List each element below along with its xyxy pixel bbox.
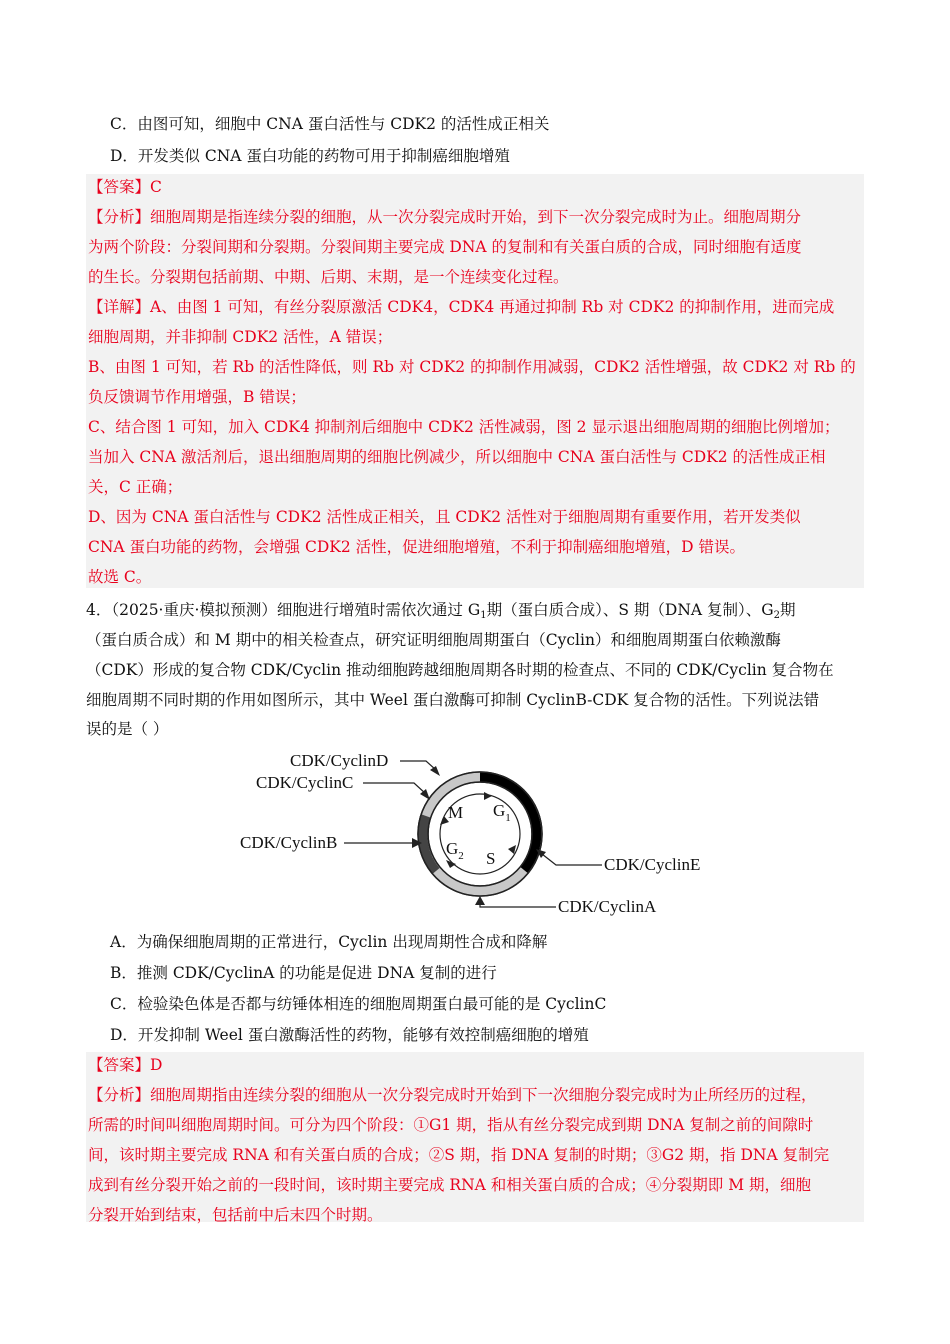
prev-detail-line: 细胞周期，并非抑制 CDK2 活性，A 错误； (88, 328, 393, 346)
prev-detail-line: 当加入 CNA 激活剂后，退出细胞周期的细胞比例减少，所以细胞中 CNA 蛋白活性与 CDK2 的活性成正相 (88, 448, 826, 466)
prev-detail-line: 【详解】A、由图 1 可知，有丝分裂原激活 CDK4，CDK4 再通过抑制 Rb 对 CDK2 的抑制作用，进而完成 (88, 298, 835, 316)
q4-analysis-line: 成到有丝分裂开始之前的一段时间，该时期主要完成 RNA 和相关蛋白质的合成；④分裂期即 M 期，细胞 (88, 1176, 812, 1194)
q4-analysis-line: 【分析】细胞周期指由连续分裂的细胞从一次分裂完成时开始到下一次细胞分裂完成时为止所经历的过程， (88, 1086, 817, 1104)
prev-analysis-line: 的生长。分裂期包括前期、中期、后期、末期，是一个连续变化过程。 (88, 268, 569, 286)
prev-detail-line: D、因为 CNA 蛋白活性与 CDK2 活性成正相关，且 CDK2 活性对于细胞周期有重要作用，若开发类似 (88, 508, 801, 526)
prev-detail-line: 故选 C。 (88, 568, 152, 586)
prev-detail-line: C、结合图 1 可知，加入 CDK4 抑制剂后细胞中 CDK2 活性减弱，图 2 显示退出细胞周期的细胞比例增加； (88, 418, 840, 436)
arrowhead (430, 766, 440, 776)
q4-answer: 【答案】D (88, 1056, 163, 1074)
cell-cycle-diagram (230, 746, 720, 922)
label-cyclin-a: CDK/CyclinA (558, 897, 657, 916)
phase-m: M (448, 803, 464, 822)
phase-s: S (486, 849, 496, 868)
arrowhead (484, 792, 492, 800)
prev-answer: 【答案】C (88, 178, 162, 196)
prev-analysis-line: 【分析】细胞周期是指连续分裂的细胞，从一次分裂完成时开始，到下一次分裂完成时为止。细胞周期分 (88, 208, 802, 226)
label-cyclin-e: CDK/CyclinE (604, 855, 701, 874)
prev-analysis-line: 为两个阶段：分裂间期和分裂期。分裂间期主要完成 DNA 的复制和有关蛋白质的合成，同时细胞有适度 (88, 238, 802, 256)
q4-answer-block (86, 1052, 864, 1222)
q4-analysis-line: 间，该时期主要完成 RNA 和有关蛋白质的合成；②S 期，指 DNA 复制的时期；③G2 期，指 DNA 复制完 (88, 1146, 830, 1164)
q4-analysis-line: 分裂开始到结束，包括前中后末四个时期。 (88, 1206, 383, 1224)
label-cyclin-b: CDK/CyclinB (240, 833, 338, 852)
question-4-line: （蛋白质合成）和 M 期中的相关检查点，研究证明细胞周期蛋白（Cyclin）和细胞周期蛋白依赖激酶 (86, 631, 781, 649)
prev-detail-line: B、由图 1 可知，若 Rb 的活性降低，则 Rb 对 CDK2 的抑制作用减弱，CDK2 活性增强，故 CDK2 对 Rb 的 (88, 358, 856, 376)
prev-option-c: C．由图可知，细胞中 CNA 蛋白活性与 CDK2 的活性成正相关 (110, 115, 550, 133)
prev-option-d: D．开发类似 CNA 蛋白功能的药物可用于抑制癌细胞增殖 (110, 147, 510, 165)
arrowhead (475, 896, 485, 905)
label-cyclin-d: CDK/CyclinD (290, 751, 389, 770)
q4-option-a: A．为确保细胞周期的正常进行，Cyclin 出现周期性合成和降解 (110, 933, 548, 951)
prev-answer-block (86, 174, 864, 588)
q4-option-d: D．开发抑制 Weel 蛋白激酶活性的药物，能够有效控制癌细胞的增殖 (110, 1026, 589, 1044)
q4-analysis-line: 所需的时间叫细胞周期时间。可分为四个阶段：①G1 期，指从有丝分裂完成到期 DNA 复制之前的间隙时 (88, 1116, 814, 1134)
prev-detail-line: CNA 蛋白功能的药物，会增强 CDK2 活性，促进细胞增殖，不利于抑制癌细胞增殖，D 错误。 (88, 538, 745, 556)
question-4-line: （CDK）形成的复合物 CDK/Cyclin 推动细胞跨越细胞周期各时期的检查点、不同的 CDK/Cyclin 复合物在 (86, 661, 834, 679)
phase-g2: $G_2$ (446, 839, 464, 862)
cell-cycle-svg (230, 746, 720, 922)
prev-detail-line: 关，C 正确； (88, 478, 183, 496)
q4-option-c: C．检验染色体是否都与纺锤体相连的细胞周期蛋白最可能的是 CyclinC (110, 995, 607, 1013)
prev-detail-line: 负反馈调节作用增强，B 错误； (88, 388, 306, 406)
q4-option-b: B．推测 CDK/CyclinA 的功能是促进 DNA 复制的进行 (110, 964, 497, 982)
label-cyclin-c: CDK/CyclinC (256, 773, 354, 792)
question-4-line: 细胞周期不同时期的作用如图所示，其中 Weel 蛋白激酶可抑制 CyclinB-CDK 复合物的活性。下列说法错 (86, 691, 820, 709)
question-4-line: 4．（2025·重庆·模拟预测）细胞进行增殖时需依次通过 $G_1$期（蛋白质合成）、S 期（DNA 复制）、$G_2$期 (86, 601, 796, 621)
question-4-line: 误的是（ ） (86, 720, 169, 738)
phase-g1: $G_1$ (493, 801, 511, 824)
